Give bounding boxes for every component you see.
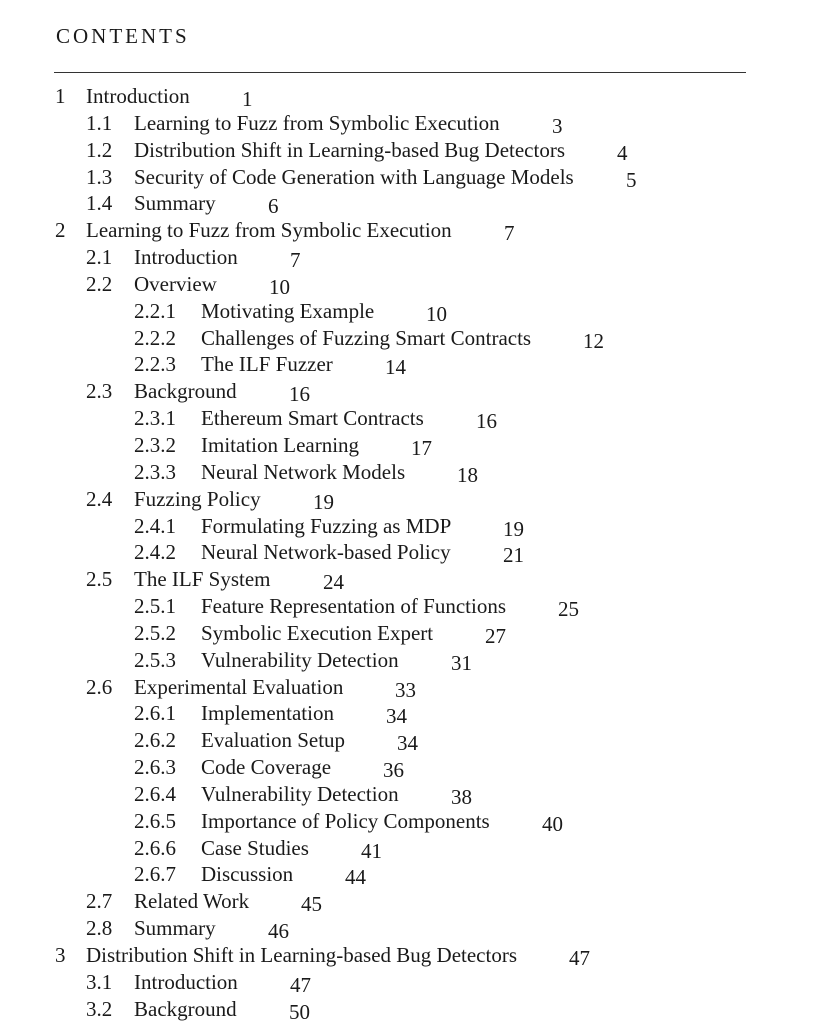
toc-entry-title[interactable]: Symbolic Execution Expert <box>201 620 434 645</box>
toc-entry-page-number: 19 <box>313 489 334 514</box>
toc-entry-number: 2.4 <box>86 486 113 511</box>
toc-entry[interactable] <box>0 324 829 351</box>
toc-entry-title[interactable]: Discussion <box>201 862 294 887</box>
toc-entry-title[interactable]: Introduction <box>86 84 190 108</box>
toc-entry-page-number: 10 <box>269 274 290 299</box>
toc-entry-number: 2.2.1 <box>134 298 176 323</box>
toc-entry-number: 2.6.7 <box>134 862 176 887</box>
toc-entry-title[interactable]: Implementation <box>201 701 334 726</box>
toc-entry-title[interactable]: Formulating Fuzzing as MDP <box>201 513 452 538</box>
toc-entry-page-number: 16 <box>289 382 310 407</box>
toc-entry-page-number: 24 <box>323 570 344 595</box>
toc-entry-number: 2.2.3 <box>134 352 176 377</box>
toc-entry-title[interactable]: Case Studies <box>201 835 309 860</box>
toc-entry-number: 2.3.2 <box>134 432 176 457</box>
toc-entry-page-number: 17 <box>411 435 432 460</box>
toc-entry-number: 3.1 <box>86 969 113 994</box>
toc-entry-number: 2.4.1 <box>134 513 176 538</box>
toc-entry-title[interactable]: Imitation Learning <box>201 432 360 457</box>
toc-entry-number: 2 <box>55 218 66 243</box>
toc-entry-title[interactable]: Fuzzing Policy <box>134 486 261 511</box>
toc-entry-number: 2.6.1 <box>134 701 176 726</box>
toc-entry-number: 2.3.3 <box>134 459 176 484</box>
toc-entry[interactable] <box>0 189 829 219</box>
toc-entry-page-number: 34 <box>397 731 418 756</box>
toc-entry-page-number: 16 <box>476 409 497 434</box>
toc-entry-page-number: 3 <box>552 113 563 138</box>
toc-entry-page-number: 10 <box>426 301 447 326</box>
toc-entry-title[interactable]: Overview <box>134 271 217 296</box>
toc-entry[interactable] <box>0 377 829 407</box>
toc-entry-page-number: 14 <box>385 355 406 380</box>
toc-entry-title[interactable]: Background <box>134 379 237 404</box>
toc-entry-title[interactable]: Challenges of Fuzzing Smart Contracts <box>201 325 532 350</box>
toc-entry-number: 1 <box>55 84 66 108</box>
toc-entry[interactable] <box>0 995 829 1022</box>
toc-entry-number: 2.5 <box>86 567 113 592</box>
toc-entry[interactable] <box>0 431 829 458</box>
toc-entry-title[interactable]: Distribution Shift in Learning-based Bug Detectors <box>86 943 518 967</box>
toc-entry[interactable] <box>0 619 829 646</box>
toc-entry-title[interactable]: Code Coverage <box>201 755 332 780</box>
toc-entry-title[interactable]: Introduction <box>134 969 238 994</box>
toc-entry-page-number: 27 <box>485 623 506 648</box>
toc-entry[interactable] <box>0 780 829 807</box>
toc-entry-number: 1.2 <box>86 137 113 162</box>
toc-entry[interactable] <box>0 673 829 700</box>
toc-entry[interactable] <box>0 646 829 673</box>
toc-entry-number: 2.8 <box>86 916 113 941</box>
toc-entry-page-number: 18 <box>457 462 478 487</box>
toc-entry-title[interactable]: Vulnerability Detection <box>201 781 399 806</box>
toc-entry-page-number: 41 <box>361 838 382 863</box>
toc-entry-number: 2.6.6 <box>134 835 176 860</box>
toc-entry[interactable] <box>0 941 829 968</box>
toc-entry-title[interactable]: Related Work <box>134 889 250 914</box>
toc-entry-page-number: 7 <box>504 221 515 246</box>
toc-entry[interactable] <box>0 270 829 297</box>
toc-entry-page-number: 25 <box>558 597 579 622</box>
toc-entry[interactable] <box>0 592 829 622</box>
toc-entry[interactable] <box>0 753 829 783</box>
toc-entry[interactable] <box>0 860 829 890</box>
toc-entry-title[interactable]: Summary <box>134 916 216 941</box>
toc-entry[interactable] <box>0 834 829 861</box>
table-of-contents <box>0 82 829 1022</box>
toc-entry-page-number: 46 <box>268 919 289 944</box>
toc-entry-page-number: 1 <box>242 87 253 111</box>
toc-entry[interactable] <box>0 807 829 834</box>
toc-entry-number: 2.6 <box>86 674 113 699</box>
toc-entry-number: 2.3 <box>86 379 113 404</box>
toc-entry-page-number: 4 <box>617 140 628 165</box>
toc-entry-page-number: 12 <box>583 328 604 353</box>
toc-entry-title[interactable]: Introduction <box>134 245 238 270</box>
toc-entry-title[interactable]: Distribution Shift in Learning-based Bug Detectors <box>134 137 566 162</box>
toc-entry-page-number: 6 <box>268 194 279 219</box>
toc-entry-number: 2.2 <box>86 271 113 296</box>
toc-entry[interactable] <box>0 485 829 512</box>
toc-entry-page-number: 45 <box>301 892 322 917</box>
toc-entry-number: 2.6.5 <box>134 808 176 833</box>
toc-entry[interactable] <box>0 82 829 109</box>
toc-entry-page-number: 40 <box>542 811 563 836</box>
toc-entry-page-number: 21 <box>503 543 524 568</box>
toc-entry-page-number: 36 <box>383 758 404 783</box>
toc-entry[interactable] <box>0 163 829 190</box>
page-title: CONTENTS <box>56 24 190 48</box>
toc-entry-page-number: 50 <box>289 999 310 1024</box>
toc-entry[interactable] <box>0 350 829 380</box>
toc-entry-title[interactable]: Motivating Example <box>201 298 375 323</box>
toc-entry[interactable] <box>0 914 829 944</box>
toc-entry-number: 2.5.1 <box>134 594 176 619</box>
toc-entry[interactable] <box>0 887 829 917</box>
toc-entry[interactable] <box>0 726 829 756</box>
toc-entry-title[interactable]: Neural Network Models <box>201 459 406 484</box>
toc-entry[interactable] <box>0 109 829 136</box>
toc-entry[interactable] <box>0 565 829 595</box>
toc-entry-title[interactable]: Vulnerability Detection <box>201 647 399 672</box>
toc-entry-title[interactable]: Learning to Fuzz from Symbolic Execution <box>86 218 452 243</box>
toc-entry[interactable] <box>0 297 829 324</box>
toc-entry-title[interactable]: Importance of Policy Components <box>201 808 490 833</box>
toc-entry-title[interactable]: Summary <box>134 191 216 216</box>
toc-entry-page-number: 47 <box>290 972 311 997</box>
toc-entry-title[interactable]: The ILF Fuzzer <box>201 352 333 377</box>
toc-entry-number: 2.6.2 <box>134 728 176 753</box>
toc-entry-page-number: 47 <box>569 946 590 970</box>
toc-entry-number: 1.4 <box>86 191 113 216</box>
toc-entry[interactable] <box>0 243 829 273</box>
toc-entry-number: 2.7 <box>86 889 113 914</box>
toc-entry-number: 2.3.1 <box>134 406 176 431</box>
toc-entry[interactable] <box>0 968 829 995</box>
toc-entry-title[interactable]: Evaluation Setup <box>201 728 346 753</box>
toc-entry-title[interactable]: Ethereum Smart Contracts <box>201 406 424 431</box>
toc-entry-number: 2.1 <box>86 245 113 270</box>
toc-entry-number: 3.2 <box>86 996 113 1021</box>
toc-entry-title[interactable]: The ILF System <box>134 567 271 592</box>
toc-entry-page-number: 33 <box>395 677 416 702</box>
toc-entry-title[interactable]: Feature Representation of Functions <box>201 594 507 619</box>
toc-entry-number: 3 <box>55 943 66 967</box>
toc-entry-page-number: 38 <box>451 784 472 809</box>
toc-entry-number: 2.4.2 <box>134 540 176 565</box>
toc-entry[interactable] <box>0 538 829 568</box>
heading-rule <box>54 72 746 73</box>
toc-entry-number: 2.6.4 <box>134 781 176 806</box>
toc-entry-page-number: 19 <box>503 516 524 541</box>
toc-entry-title[interactable]: Neural Network-based Policy <box>201 540 451 565</box>
toc-entry-page-number: 44 <box>345 865 366 890</box>
toc-entry-title[interactable]: Learning to Fuzz from Symbolic Execution <box>134 110 500 135</box>
toc-entry-number: 1.3 <box>86 164 113 189</box>
toc-entry[interactable] <box>0 458 829 485</box>
toc-entry[interactable] <box>0 136 829 163</box>
toc-entry-title[interactable]: Background <box>134 996 237 1021</box>
toc-entry-number: 2.6.3 <box>134 755 176 780</box>
toc-entry[interactable] <box>0 404 829 434</box>
toc-entry[interactable] <box>0 512 829 539</box>
toc-entry[interactable] <box>0 699 829 729</box>
toc-entry-page-number: 5 <box>626 167 637 192</box>
toc-entry-number: 1.1 <box>86 110 113 135</box>
toc-entry-number: 2.2.2 <box>134 325 176 350</box>
toc-entry-title[interactable]: Security of Code Generation with Language Models <box>134 164 574 189</box>
toc-entry-number: 2.5.3 <box>134 647 176 672</box>
toc-entry-number: 2.5.2 <box>134 620 176 645</box>
toc-entry-title[interactable]: Experimental Evaluation <box>134 674 344 699</box>
toc-entry-page-number: 31 <box>451 650 472 675</box>
toc-entry[interactable] <box>0 216 829 246</box>
toc-entry-page-number: 34 <box>386 704 407 729</box>
toc-entry-page-number: 7 <box>290 248 301 273</box>
